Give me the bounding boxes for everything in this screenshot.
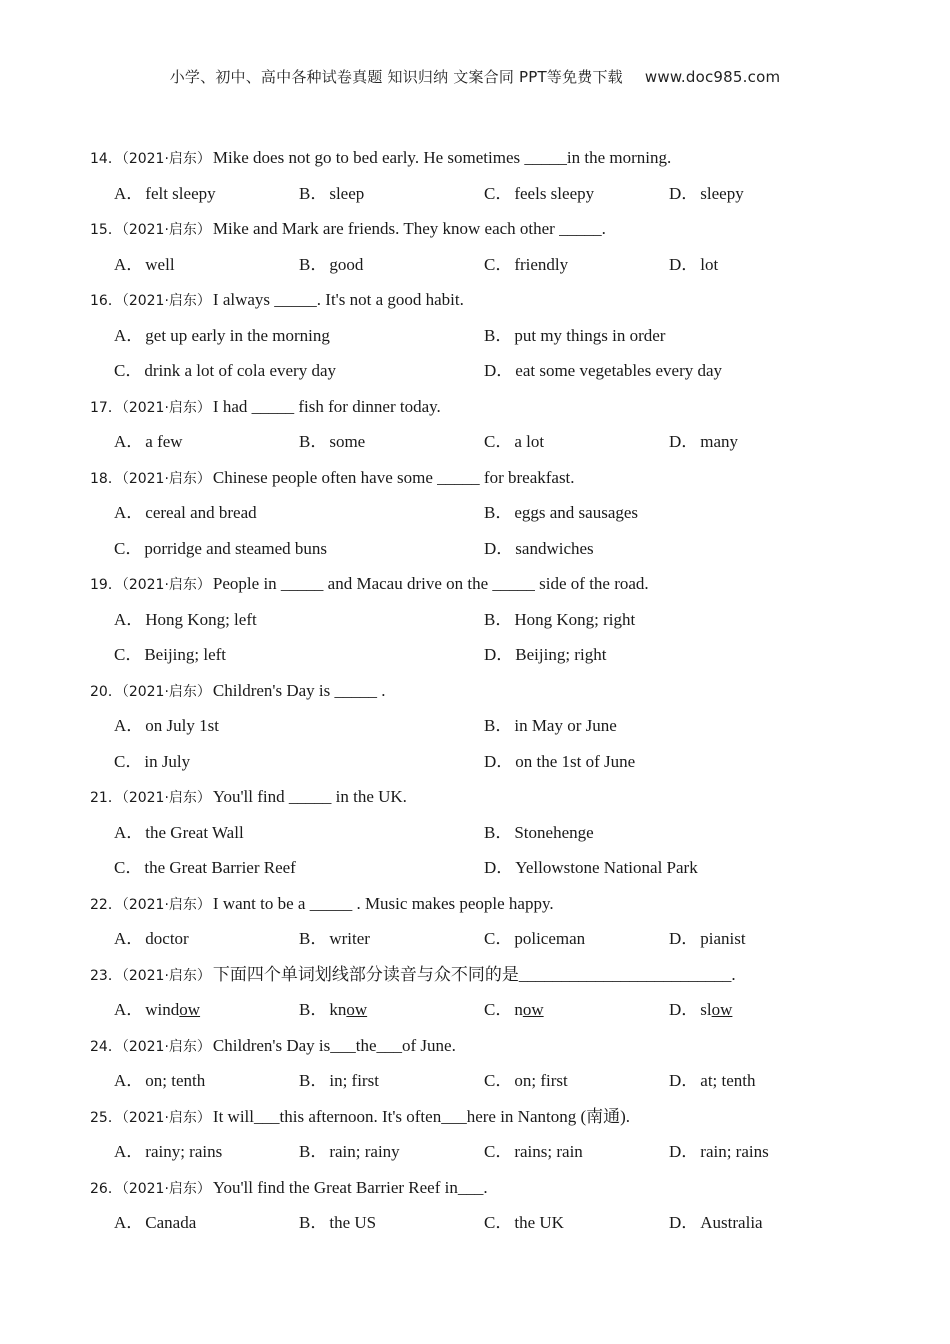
option-text: Stonehenge <box>514 822 594 842</box>
answer-option[interactable] <box>669 1063 854 1099</box>
option-underlined-part: ow <box>346 1000 368 1019</box>
answer-option[interactable] <box>114 1134 299 1170</box>
option-text: pianist <box>700 929 746 948</box>
question-text: I had _____ fish for dinner today. <box>212 396 441 416</box>
question-source: （2021·启东） <box>121 151 211 167</box>
option-text: sandwiches <box>515 538 594 558</box>
question-item <box>90 957 890 1028</box>
answer-option[interactable] <box>114 744 484 780</box>
answer-option[interactable] <box>114 424 299 460</box>
option-group <box>90 1205 890 1241</box>
question-text: You'll find _____ in the UK. <box>212 787 407 806</box>
option-group <box>90 815 890 886</box>
question-source: （2021·启东） <box>121 790 211 806</box>
answer-option[interactable] <box>114 176 299 212</box>
option-letter: B． <box>484 716 513 735</box>
answer-option[interactable] <box>114 1205 299 1241</box>
question-item <box>90 1170 890 1241</box>
question-item <box>90 140 890 211</box>
option-group <box>90 1134 890 1170</box>
answer-option[interactable] <box>484 744 854 780</box>
question-item <box>90 566 890 673</box>
option-letter: D． <box>484 645 514 664</box>
option-letter: B． <box>299 1213 328 1232</box>
option-group <box>90 708 890 779</box>
option-text: Hong Kong; left <box>145 609 257 629</box>
option-letter: C． <box>484 929 513 948</box>
question-text: Children's Day is___the___of June. <box>212 1035 456 1055</box>
option-text: get up early in the morning <box>145 325 330 345</box>
question-number: 17． <box>90 399 122 416</box>
question-number: 23． <box>90 967 122 984</box>
option-text: rain; rains <box>700 1142 769 1161</box>
option-letter: C． <box>114 751 143 771</box>
option-text: lot <box>700 254 719 274</box>
question-number: 24． <box>90 1038 122 1055</box>
question-number: 18． <box>90 470 122 487</box>
option-text: many <box>700 432 739 451</box>
answer-option[interactable] <box>114 602 484 638</box>
question-stem <box>90 1028 890 1064</box>
option-underlined-part: ow <box>522 1000 544 1019</box>
option-text: on the 1st of June <box>515 751 636 771</box>
option-letter: C． <box>484 1000 513 1019</box>
option-group <box>90 318 890 389</box>
option-group <box>90 176 890 212</box>
option-letter: A． <box>114 1213 144 1232</box>
answer-option[interactable] <box>484 1134 669 1170</box>
option-letter: B． <box>299 1000 328 1019</box>
question-stem <box>90 1170 890 1206</box>
page-header <box>0 66 950 87</box>
option-letter: C． <box>484 1071 513 1090</box>
option-text: on; first <box>514 1071 568 1090</box>
question-stem <box>90 140 890 176</box>
question-item <box>90 1028 890 1099</box>
answer-option[interactable] <box>114 1063 299 1099</box>
option-text: sleep <box>329 183 365 203</box>
option-letter: C． <box>114 645 143 664</box>
question-number: 16． <box>90 293 122 309</box>
answer-option[interactable] <box>114 637 484 673</box>
option-letter: C． <box>484 1213 513 1232</box>
option-letter: D． <box>669 432 699 451</box>
question-stem <box>90 389 890 425</box>
answer-option[interactable] <box>299 921 484 957</box>
answer-option[interactable] <box>299 424 484 460</box>
option-letter: B． <box>299 929 328 948</box>
option-letter: A． <box>114 1142 144 1161</box>
question-number: 26． <box>90 1180 122 1197</box>
question-stem <box>90 957 890 993</box>
option-text: feels sleepy <box>514 183 595 203</box>
question-source: （2021·启东） <box>121 293 211 309</box>
question-text: Chinese people often have some _____ for breakfast. <box>212 467 575 487</box>
answer-option[interactable] <box>669 176 854 212</box>
option-text: the US <box>329 1213 377 1232</box>
question-number: 21． <box>90 790 122 806</box>
question-list <box>90 140 890 1241</box>
option-text: eat some vegetables every day <box>515 361 723 380</box>
answer-option[interactable] <box>484 637 854 673</box>
question-number: 25． <box>90 1109 122 1126</box>
option-letter: B． <box>299 254 328 274</box>
answer-option[interactable] <box>484 247 669 283</box>
header-text: 小学、初中、高中各种试卷真题 知识归纳 文案合同 PPT等免费下载 <box>169 68 623 86</box>
option-text: Hong Kong; right <box>514 609 636 629</box>
option-word-part: wind <box>145 1000 180 1019</box>
option-text: in May or June <box>514 716 617 735</box>
option-word-part: kn <box>329 1000 347 1019</box>
option-letter: C． <box>114 361 143 380</box>
option-letter: D． <box>484 858 514 877</box>
option-text: well <box>145 254 175 274</box>
answer-option[interactable] <box>114 318 484 354</box>
option-text: some <box>329 432 366 451</box>
option-letter: B． <box>299 1071 328 1090</box>
option-text: Canada <box>145 1213 197 1232</box>
question-source: （2021·启东） <box>121 470 211 487</box>
option-letter: A． <box>114 609 144 629</box>
question-number: 20． <box>90 683 122 700</box>
answer-option[interactable] <box>484 531 854 567</box>
answer-option[interactable] <box>669 424 854 460</box>
option-text: rain; rainy <box>329 1142 400 1161</box>
option-text: in; first <box>329 1071 379 1090</box>
answer-option[interactable] <box>114 708 484 744</box>
question-text: Mike and Mark are friends. They know each other _____. <box>212 219 606 238</box>
answer-option[interactable] <box>484 424 669 460</box>
question-item <box>90 886 890 957</box>
answer-option[interactable] <box>114 531 484 567</box>
option-text: Beijing; left <box>144 645 227 664</box>
option-group <box>90 424 890 460</box>
option-text: porridge and steamed buns <box>144 538 328 558</box>
question-source: （2021·启东） <box>121 896 211 913</box>
answer-option[interactable] <box>114 921 299 957</box>
option-underlined-part: ow <box>179 1000 201 1019</box>
option-underlined-part: ow <box>711 1000 733 1019</box>
question-source: （2021·启东） <box>121 577 211 593</box>
option-letter: A． <box>114 183 144 203</box>
option-letter: C． <box>114 858 143 877</box>
option-group <box>90 921 890 957</box>
option-word-part: n <box>514 1000 523 1019</box>
option-text: Beijing; right <box>515 645 607 664</box>
option-letter: B． <box>299 432 328 451</box>
option-group <box>90 247 890 283</box>
option-letter: A． <box>114 929 144 948</box>
answer-option[interactable] <box>669 921 854 957</box>
question-stem <box>90 886 890 922</box>
option-letter: B． <box>484 609 513 629</box>
option-text: sleepy <box>700 183 744 203</box>
answer-option[interactable] <box>484 708 854 744</box>
question-item <box>90 389 890 460</box>
question-source: （2021·启东） <box>121 1109 211 1126</box>
question-stem <box>90 282 890 318</box>
answer-option[interactable] <box>299 247 484 283</box>
option-letter: D． <box>669 254 699 274</box>
question-item <box>90 460 890 567</box>
option-letter: D． <box>669 1071 699 1090</box>
answer-option[interactable] <box>114 850 484 886</box>
option-text: a lot <box>514 432 545 451</box>
option-text: the Great Wall <box>145 822 244 842</box>
answer-option[interactable] <box>484 850 854 886</box>
option-letter: A． <box>114 1000 144 1019</box>
option-letter: D． <box>669 929 699 948</box>
answer-option[interactable] <box>484 992 669 1028</box>
answer-option[interactable] <box>669 992 854 1028</box>
question-text: I want to be a _____ . Music makes people happy. <box>212 893 554 913</box>
answer-option[interactable] <box>484 318 854 354</box>
question-source: （2021·启东） <box>121 1038 211 1055</box>
option-letter: A． <box>114 1071 144 1090</box>
option-letter: C． <box>484 1142 513 1161</box>
question-stem <box>90 673 890 709</box>
option-text: a few <box>145 432 183 451</box>
question-stem <box>90 460 890 496</box>
option-group <box>90 602 890 673</box>
option-letter: D． <box>484 361 514 380</box>
question-stem <box>90 779 890 815</box>
option-text: Yellowstone National Park <box>515 858 698 877</box>
option-text: Australia <box>700 1213 763 1232</box>
answer-option[interactable] <box>114 815 484 851</box>
question-source: （2021·启东） <box>121 683 211 700</box>
option-letter: D． <box>669 1000 699 1019</box>
question-stem <box>90 566 890 602</box>
question-source: （2021·启东） <box>121 1180 211 1197</box>
option-text: drink a lot of cola every day <box>144 361 336 380</box>
question-text: It will___this afternoon. It's often___here in Nantong (南通). <box>212 1106 631 1126</box>
option-text: on; tenth <box>145 1071 206 1090</box>
option-group <box>90 1063 890 1099</box>
option-letter: D． <box>484 538 514 558</box>
answer-option[interactable] <box>669 1205 854 1241</box>
answer-option[interactable] <box>299 1063 484 1099</box>
option-text: felt sleepy <box>145 183 216 203</box>
answer-option[interactable] <box>299 992 484 1028</box>
question-source: （2021·启东） <box>121 399 211 416</box>
option-letter: C． <box>114 538 143 558</box>
option-text: policeman <box>514 929 586 948</box>
answer-option[interactable] <box>114 247 299 283</box>
option-text: good <box>329 254 364 274</box>
option-letter: C． <box>484 254 513 274</box>
question-stem <box>90 211 890 247</box>
question-number: 22． <box>90 896 122 913</box>
question-stem <box>90 1099 890 1135</box>
answer-option[interactable] <box>484 1205 669 1241</box>
answer-option[interactable] <box>484 495 854 531</box>
option-letter: A． <box>114 325 144 345</box>
answer-option[interactable] <box>669 1134 854 1170</box>
option-letter: A． <box>114 254 144 274</box>
question-number: 14． <box>90 151 122 167</box>
question-item <box>90 1099 890 1170</box>
answer-option[interactable] <box>669 247 854 283</box>
answer-option[interactable] <box>299 1205 484 1241</box>
question-number: 15． <box>90 222 122 238</box>
option-text: rains; rain <box>514 1142 583 1161</box>
question-item <box>90 211 890 282</box>
option-letter: C． <box>484 432 513 451</box>
option-letter: B． <box>484 503 513 522</box>
option-text: in July <box>144 751 191 771</box>
answer-option[interactable] <box>114 992 299 1028</box>
question-text: Mike does not go to bed early. He sometimes _____in the morning. <box>212 148 672 167</box>
answer-option[interactable] <box>114 495 484 531</box>
option-group <box>90 495 890 566</box>
question-source: （2021·启东） <box>121 967 211 984</box>
option-text: cereal and bread <box>145 503 257 522</box>
answer-option[interactable] <box>484 353 854 389</box>
question-text: Children's Day is _____ . <box>212 680 386 700</box>
option-letter: C． <box>484 183 513 203</box>
answer-option[interactable] <box>484 921 669 957</box>
option-text: writer <box>329 929 370 948</box>
option-letter: B． <box>299 183 328 203</box>
option-letter: D． <box>484 751 514 771</box>
question-item <box>90 282 890 389</box>
answer-option[interactable] <box>484 1063 669 1099</box>
option-letter: A． <box>114 432 144 451</box>
option-text: eggs and sausages <box>514 503 639 522</box>
answer-option[interactable] <box>299 176 484 212</box>
option-text: the UK <box>514 1213 564 1232</box>
option-text: rainy; rains <box>145 1142 223 1161</box>
option-letter: A． <box>114 716 144 735</box>
option-letter: A． <box>114 503 144 522</box>
option-word-part: sl <box>700 1000 712 1019</box>
question-text: People in _____ and Macau drive on the _____ side of the road. <box>212 574 649 593</box>
option-text: on July 1st <box>145 716 219 735</box>
option-letter: D． <box>669 1213 699 1232</box>
answer-option[interactable] <box>114 353 484 389</box>
option-letter: A． <box>114 822 144 842</box>
option-letter: D． <box>669 1142 699 1161</box>
option-letter: B． <box>299 1142 328 1161</box>
option-text: at; tenth <box>700 1071 756 1090</box>
option-text: friendly <box>514 254 569 274</box>
option-letter: B． <box>484 822 513 842</box>
option-text: doctor <box>145 929 189 948</box>
answer-option[interactable] <box>484 602 854 638</box>
option-text: put my things in order <box>514 325 666 345</box>
question-text: You'll find the Great Barrier Reef in___. <box>212 1177 488 1197</box>
answer-option[interactable] <box>299 1134 484 1170</box>
question-text: 下面四个单词划线部分读音与众不同的是_________________________. <box>212 964 736 984</box>
question-item <box>90 673 890 780</box>
answer-option[interactable] <box>484 176 669 212</box>
question-text: I always _____. It's not a good habit. <box>212 290 464 309</box>
option-group <box>90 992 890 1028</box>
header-url[interactable]: www.doc985.com <box>644 68 781 86</box>
option-letter: D． <box>669 183 699 203</box>
question-number: 19． <box>90 577 122 593</box>
answer-option[interactable] <box>484 815 854 851</box>
question-source: （2021·启东） <box>121 222 211 238</box>
option-text: the Great Barrier Reef <box>144 858 296 877</box>
option-letter: B． <box>484 325 513 345</box>
question-item <box>90 779 890 886</box>
